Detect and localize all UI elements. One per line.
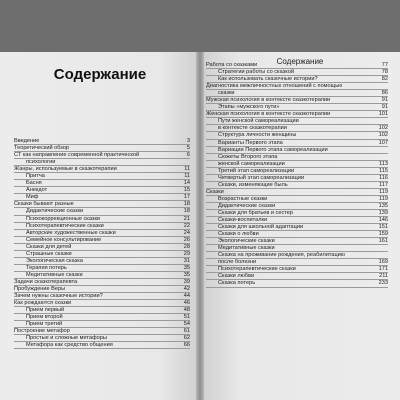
toc-entry-title: Сказки-воспиталки bbox=[218, 217, 268, 224]
toc-entry-page: 15 bbox=[183, 187, 190, 194]
toc-entry-title: Сказки бывают разные bbox=[14, 201, 74, 208]
toc-entry bbox=[14, 237, 190, 244]
toc-entry-title: Четвертый этап самореализации bbox=[218, 174, 305, 181]
left-toc-list bbox=[14, 138, 190, 349]
toc-entry-title: Теоретический обзор bbox=[14, 145, 70, 152]
toc-entry bbox=[206, 189, 388, 196]
toc-entry-title: Пути женской самореализации bbox=[218, 118, 299, 125]
toc-entry bbox=[14, 279, 190, 286]
toc-entry bbox=[14, 152, 190, 159]
toc-entry bbox=[14, 159, 190, 166]
toc-entry bbox=[14, 208, 190, 215]
toc-entry-title: Медитативные сказки bbox=[218, 245, 275, 252]
toc-entry-page: 77 bbox=[381, 62, 388, 68]
toc-entry-page: 11 bbox=[184, 173, 190, 180]
toc-entry bbox=[14, 173, 190, 180]
toc-entry-page: 51 bbox=[183, 314, 190, 321]
toc-entry-title: после болезни bbox=[218, 259, 257, 266]
toc-entry-title: сказки bbox=[218, 90, 235, 97]
toc-entry-title: Притча bbox=[26, 173, 45, 180]
toc-entry-title: Задачи сказкотерапевта bbox=[14, 278, 78, 285]
toc-entry-title: Психотерапевтические сказки bbox=[26, 222, 104, 229]
toc-entry-page: 44 bbox=[183, 293, 190, 300]
toc-entry-title: Прием первый bbox=[26, 307, 65, 314]
toc-entry bbox=[14, 201, 190, 208]
toc-entry bbox=[14, 342, 190, 349]
toc-entry-title: Басня bbox=[26, 180, 42, 187]
toc-entry bbox=[206, 83, 388, 90]
toc-entry-page: 102 bbox=[378, 132, 388, 139]
toc-entry-page: 21 bbox=[183, 215, 190, 222]
toc-entry-page: 101 bbox=[378, 111, 388, 118]
toc-entry-title: Сказка потерь bbox=[218, 280, 256, 287]
toc-entry-page: 82 bbox=[381, 76, 388, 83]
toc-entry-page: 161 bbox=[378, 238, 388, 245]
toc-entry-title: Экологические сказки bbox=[218, 238, 275, 245]
toc-entry bbox=[206, 203, 388, 210]
toc-entry-page: 5 bbox=[186, 145, 190, 152]
toc-entry bbox=[206, 104, 388, 111]
toc-entry-page: 22 bbox=[183, 222, 190, 229]
toc-entry bbox=[206, 154, 388, 161]
book-gutter bbox=[196, 52, 204, 400]
toc-entry bbox=[206, 217, 388, 224]
toc-entry-page: 119 bbox=[379, 195, 388, 202]
toc-entry-page: 159 bbox=[378, 231, 388, 238]
toc-entry-page: 6 bbox=[186, 152, 190, 159]
toc-entry bbox=[206, 111, 388, 118]
toc-entry-title: Женская психология в контексте сказкотерапии bbox=[206, 111, 331, 118]
toc-entry-page: 117 bbox=[379, 181, 388, 188]
toc-entry-page: 61 bbox=[183, 328, 190, 335]
toc-entry-page: 113 bbox=[379, 160, 388, 167]
toc-entry-title: Возрастные сказки bbox=[218, 195, 268, 202]
toc-entry bbox=[206, 238, 388, 245]
toc-entry-title: Страшные сказки bbox=[26, 250, 72, 257]
toc-entry bbox=[206, 182, 388, 189]
toc-entry-page: 146 bbox=[378, 217, 388, 224]
toc-entry-title: Сказки для школьной адаптации bbox=[218, 224, 304, 231]
toc-entry-page: 211 bbox=[379, 273, 388, 280]
toc-entry-page: 29 bbox=[183, 250, 190, 257]
toc-entry-title: Варианты Первого этапа bbox=[218, 139, 283, 146]
toc-entry-page: 139 bbox=[378, 209, 388, 216]
toc-entry bbox=[206, 280, 388, 287]
toc-entry-title: Как использовать сказочные истории? bbox=[218, 76, 318, 83]
toc-entry-title: Этапы «мужского пути» bbox=[218, 104, 280, 111]
toc-entry-title: Метафора как средство общения bbox=[26, 342, 113, 349]
toc-entry-page: 17 bbox=[183, 194, 190, 201]
toc-entry-title: Миф bbox=[26, 194, 39, 201]
toc-entry bbox=[206, 90, 388, 97]
toc-entry bbox=[206, 266, 388, 273]
toc-entry-page: 91 bbox=[381, 104, 388, 111]
toc-entry-page: 18 bbox=[183, 208, 190, 215]
toc-entry-title: Прием третий bbox=[26, 321, 63, 328]
toc-entry-title: Построение метафор bbox=[14, 328, 70, 335]
toc-entry bbox=[14, 223, 190, 230]
toc-entry-page: 78 bbox=[381, 69, 388, 76]
toc-entry bbox=[14, 180, 190, 187]
toc-entry bbox=[14, 286, 190, 293]
toc-entry-title: Как рождаются сказки bbox=[14, 300, 72, 307]
toc-entry-title: Дидактические сказки bbox=[26, 208, 84, 215]
toc-entry bbox=[206, 76, 388, 83]
toc-entry bbox=[14, 293, 190, 300]
toc-entry bbox=[14, 138, 190, 145]
toc-entry-page: 91 bbox=[381, 97, 388, 104]
toc-entry-title: Структура личности женщины bbox=[218, 132, 297, 139]
toc-entry bbox=[14, 187, 190, 194]
toc-entry-title: Пробуждение Веры bbox=[14, 285, 66, 292]
toc-entry bbox=[206, 125, 388, 132]
toc-entry-page: 18 bbox=[183, 201, 190, 208]
toc-entry bbox=[206, 245, 388, 252]
toc-entry bbox=[14, 314, 190, 321]
toc-entry-page: 62 bbox=[183, 335, 190, 342]
toc-entry-page: 102 bbox=[378, 125, 388, 132]
toc-entry-page: 116 bbox=[379, 174, 388, 181]
toc-entry bbox=[206, 259, 388, 266]
toc-entry-title: Сказки о любви bbox=[218, 231, 259, 238]
toc-entry bbox=[14, 272, 190, 279]
toc-entry bbox=[206, 175, 388, 182]
toc-entry bbox=[206, 132, 388, 139]
toc-entry-page: 66 bbox=[183, 342, 190, 349]
toc-entry bbox=[206, 97, 388, 104]
toc-entry-title: Зачем нужны сказочные истории? bbox=[14, 293, 103, 300]
toc-entry bbox=[206, 168, 388, 175]
toc-entry-title: Стратегии работы со сказкой bbox=[218, 69, 294, 76]
left-page-title: Содержание bbox=[53, 66, 147, 83]
toc-entry-page: 24 bbox=[183, 229, 190, 236]
toc-entry-title: Сюжеты Второго этапа bbox=[218, 153, 278, 160]
toc-entry-title: Дидактические сказки bbox=[218, 202, 276, 209]
toc-entry-page: 28 bbox=[183, 243, 190, 250]
toc-entry-page: 107 bbox=[378, 139, 388, 146]
toc-entry bbox=[14, 307, 190, 314]
toc-entry-page: 171 bbox=[378, 266, 388, 273]
toc-entry-title: Сказки любви bbox=[218, 273, 255, 280]
toc-entry bbox=[206, 273, 388, 280]
toc-entry-title: Работа со сказками bbox=[206, 62, 258, 68]
toc-entry-page: 26 bbox=[183, 236, 190, 243]
toc-entry-page: 54 bbox=[183, 321, 190, 328]
toc-entry-title: Медитативные сказки bbox=[26, 271, 83, 278]
toc-entry-page: 11 bbox=[184, 166, 190, 173]
toc-entry bbox=[14, 300, 190, 307]
toc-entry bbox=[206, 161, 388, 168]
toc-entry bbox=[206, 147, 388, 154]
toc-entry bbox=[14, 265, 190, 272]
toc-entry-title: Сказки для детей bbox=[26, 243, 72, 250]
toc-entry-page: 3 bbox=[186, 138, 190, 144]
toc-entry-title: Анекдот bbox=[26, 187, 48, 194]
toc-entry-page: 42 bbox=[183, 285, 190, 292]
toc-entry bbox=[14, 230, 190, 237]
toc-entry-title: Вариации Первого этапа самореализации bbox=[218, 146, 328, 153]
toc-entry-page: 119 bbox=[379, 188, 388, 195]
toc-entry-title: Сказки для братьев и сестер bbox=[218, 209, 293, 216]
toc-entry-title: Терапия потерь bbox=[26, 264, 67, 271]
toc-entry bbox=[14, 145, 190, 152]
toc-entry-page: 135 bbox=[378, 202, 388, 209]
toc-entry-title: Сказка на проживание рождения, реабилитацию bbox=[218, 252, 345, 259]
toc-entry-page: 39 bbox=[183, 278, 190, 285]
toc-entry bbox=[14, 258, 190, 265]
toc-entry bbox=[206, 62, 388, 69]
toc-entry bbox=[14, 166, 190, 173]
toc-entry-title: Жанры, используемые в сказкотерапии bbox=[14, 166, 117, 173]
toc-entry-page: 48 bbox=[183, 307, 190, 314]
toc-entry bbox=[14, 244, 190, 251]
toc-entry bbox=[14, 251, 190, 258]
toc-entry-title: Сказки, изменяющие быль bbox=[218, 181, 288, 188]
toc-entry-title: Прием второй bbox=[26, 314, 63, 321]
right-page-title: Содержание bbox=[276, 57, 324, 66]
toc-entry bbox=[14, 194, 190, 201]
toc-entry-page: 35 bbox=[183, 271, 190, 278]
toc-entry-title: Введение bbox=[14, 138, 40, 144]
toc-entry-title: Диагностика межличностных отношений с помощью bbox=[206, 83, 343, 90]
toc-entry-title: Авторские художественные сказки bbox=[26, 229, 116, 236]
right-toc-list bbox=[206, 62, 388, 288]
toc-entry bbox=[206, 69, 388, 76]
toc-entry-page: 233 bbox=[378, 280, 388, 287]
toc-entry bbox=[14, 335, 190, 342]
toc-entry-title: Семейное консультирование bbox=[26, 236, 102, 243]
toc-entry-page: 86 bbox=[381, 90, 388, 97]
toc-entry-title: Психокоррекционные сказки bbox=[26, 215, 101, 222]
toc-entry-page: 14 bbox=[183, 180, 190, 187]
toc-entry bbox=[206, 252, 388, 259]
toc-entry-page: 46 bbox=[183, 300, 190, 307]
toc-entry-title: Простые и сложные метафоры bbox=[26, 335, 107, 342]
toc-entry-title: СТ как направление современной практической bbox=[14, 152, 140, 159]
toc-entry-page: 151 bbox=[378, 224, 388, 231]
toc-entry-title: психологии bbox=[26, 159, 56, 166]
toc-entry-page: 169 bbox=[378, 259, 388, 266]
toc-entry-page: 115 bbox=[379, 167, 388, 174]
toc-entry bbox=[206, 118, 388, 125]
toc-entry bbox=[206, 210, 388, 217]
toc-entry-title: в контексте сказкотерапии bbox=[218, 125, 287, 132]
toc-entry-title: Психотерапевтические сказки bbox=[218, 266, 296, 273]
toc-entry bbox=[206, 224, 388, 231]
toc-entry-title: Сказки bbox=[206, 188, 224, 195]
toc-entry-title: Мужская психология в контексте сказкотерапии bbox=[206, 97, 331, 104]
toc-entry bbox=[206, 140, 388, 147]
toc-entry bbox=[206, 231, 388, 238]
toc-entry-title: женской самореализации bbox=[218, 160, 285, 167]
toc-entry-page: 31 bbox=[183, 257, 190, 264]
toc-entry bbox=[14, 216, 190, 223]
toc-entry bbox=[14, 321, 190, 328]
toc-entry-title: Экологическая сказка bbox=[26, 257, 83, 264]
toc-entry bbox=[14, 328, 190, 335]
toc-entry bbox=[206, 196, 388, 203]
toc-entry-title: Третий этап самореализации bbox=[218, 167, 295, 174]
toc-entry-page: 35 bbox=[183, 264, 190, 271]
